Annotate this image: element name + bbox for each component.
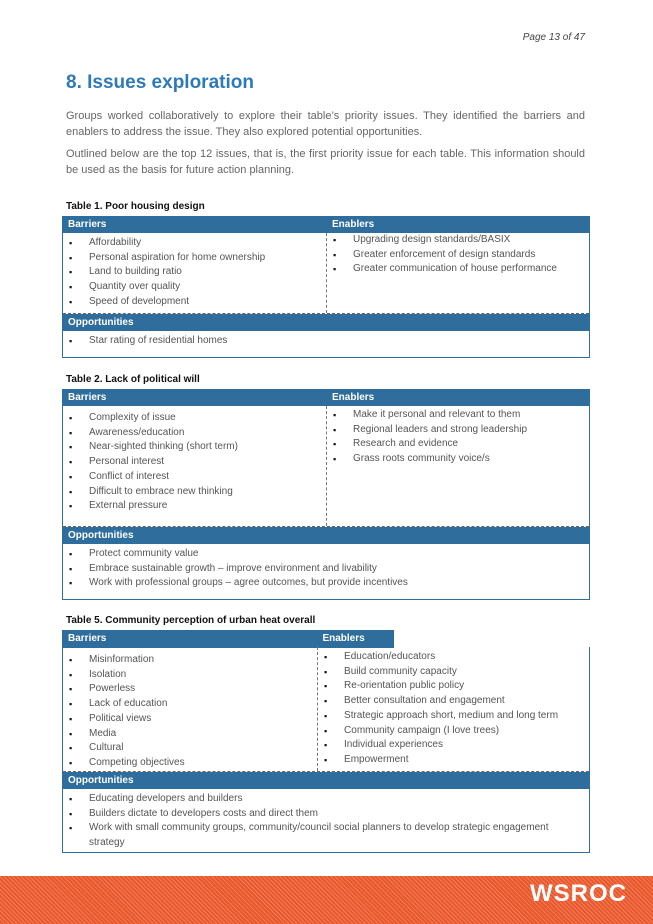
list-item: ▪ Conflict of interest — [63, 470, 326, 485]
list-item: ▪ Empowerment — [318, 753, 589, 768]
list-item: ▪ Land to building ratio — [63, 265, 326, 280]
list-item: ▪ Education/educators — [318, 650, 589, 665]
table-5-body — [63, 647, 589, 772]
list-item: ▪ Complexity of issue — [63, 411, 326, 426]
enablers-list — [318, 650, 589, 768]
list-item: ▪ Embrace sustainable growth – improve environment and livability — [63, 562, 589, 577]
list-item: ▪ Political views — [63, 712, 317, 727]
list-item: ▪ Regional leaders and strong leadership — [327, 423, 589, 438]
table-1 — [62, 216, 590, 358]
list-item: ▪ Difficult to embrace new thinking — [63, 485, 326, 500]
barriers-list — [63, 653, 317, 771]
list-item: ▪ Upgrading design standards/BASIX — [327, 233, 589, 248]
list-item: ▪ Grass roots community voice/s — [327, 452, 589, 467]
table-2-title: Table 2. Lack of political will — [66, 374, 200, 385]
opportunities-header: Opportunities — [63, 527, 589, 544]
list-item: ▪ Work with professional groups – agree outcomes, but provide incentives — [63, 576, 589, 591]
list-item: ▪ Star rating of residential homes — [63, 334, 589, 349]
opportunities-list — [63, 334, 589, 349]
table-2-barriers — [63, 406, 327, 526]
table-1-title: Table 1. Poor housing design — [66, 201, 205, 212]
list-item: ▪ Make it personal and relevant to them — [327, 408, 589, 423]
list-item: ▪ Quantity over quality — [63, 280, 326, 295]
enablers-list — [327, 408, 589, 467]
list-item: ▪ Better consultation and engagement — [318, 694, 589, 709]
table-2-body — [63, 406, 589, 527]
list-item: ▪ Speed of development — [63, 295, 326, 310]
list-item: ▪ Near-sighted thinking (short term) — [63, 440, 326, 455]
list-item: ▪ Cultural — [63, 741, 317, 756]
table-5-barriers — [63, 647, 318, 771]
table-5-content — [62, 647, 590, 853]
intro-paragraph-1: Groups worked collaboratively to explore their table’s priority issues. They identified the barriers and enablers to address the issue. They also explored potential opportunities. — [66, 110, 585, 138]
opportunities-header: Opportunities — [63, 772, 589, 789]
enablers-header: Enablers — [332, 392, 375, 403]
list-item: ▪ Strategic approach short, medium and long term — [318, 709, 589, 724]
list-item: ▪ Educating developers and builders — [63, 792, 589, 807]
list-item: ▪ External pressure — [63, 499, 326, 514]
barriers-list — [63, 236, 326, 310]
list-item: ▪ Community campaign (I love trees) — [318, 724, 589, 739]
list-item: ▪ Powerless — [63, 682, 317, 697]
opportunities-list — [63, 547, 589, 591]
intro-paragraph-2: Outlined below are the top 12 issues, that is, the first priority issue for each table. This information should be used as the basis for future action planning. — [66, 148, 585, 176]
table-1-header-row — [63, 216, 589, 233]
barriers-header: Barriers — [68, 633, 107, 644]
table-2-enablers — [327, 406, 589, 526]
table-5-opportunities — [63, 789, 589, 852]
list-item: ▪ Media — [63, 727, 317, 742]
list-item: ▪ Isolation — [63, 668, 317, 683]
enablers-list — [327, 233, 589, 277]
table-2-header-row — [63, 389, 589, 406]
table-1-enablers — [327, 233, 589, 313]
list-item: ▪ Affordability — [63, 236, 326, 251]
table-5-title: Table 5. Community perception of urban heat overall — [66, 615, 316, 626]
section-title: 8. Issues exploration — [66, 72, 254, 93]
list-item: ▪ Greater communication of house performance — [327, 262, 589, 277]
opportunities-list — [63, 792, 589, 851]
opportunities-header: Opportunities — [63, 314, 589, 331]
table-5-enablers — [318, 647, 589, 771]
list-item: ▪ Research and evidence — [327, 437, 589, 452]
list-item: ▪ Personal interest — [63, 455, 326, 470]
table-1-opportunities — [63, 331, 589, 357]
barriers-header: Barriers — [68, 219, 107, 230]
list-item: ▪ Greater enforcement of design standards — [327, 248, 589, 263]
list-item: ▪ Build community capacity — [318, 665, 589, 680]
table-5 — [62, 630, 394, 648]
table-1-barriers — [63, 233, 327, 313]
table-5-header-row — [63, 630, 393, 647]
list-item: ▪ Builders dictate to developers costs and direct them — [63, 807, 589, 822]
list-item: ▪ Re-orientation public policy — [318, 679, 589, 694]
enablers-header: Enablers — [332, 219, 375, 230]
list-item: ▪ Work with small community groups, community/council social planners to develop strategic engagement strategy — [63, 821, 589, 850]
wsroc-logo: WSROC — [530, 880, 627, 907]
table-1-body — [63, 233, 589, 314]
list-item: ▪ Lack of education — [63, 697, 317, 712]
table-2 — [62, 389, 590, 600]
barriers-list — [63, 411, 326, 514]
table-2-opportunities — [63, 544, 589, 599]
barriers-header: Barriers — [68, 392, 107, 403]
list-item: ▪ Personal aspiration for home ownership — [63, 251, 326, 266]
list-item: ▪ Competing objectives — [63, 756, 317, 771]
list-item: ▪ Protect community value — [63, 547, 589, 562]
enablers-header: Enablers — [322, 633, 365, 644]
list-item: ▪ Misinformation — [63, 653, 317, 668]
list-item: ▪ Awareness/education — [63, 426, 326, 441]
page-number: Page 13 of 47 — [522, 32, 585, 43]
list-item: ▪ Individual experiences — [318, 738, 589, 753]
